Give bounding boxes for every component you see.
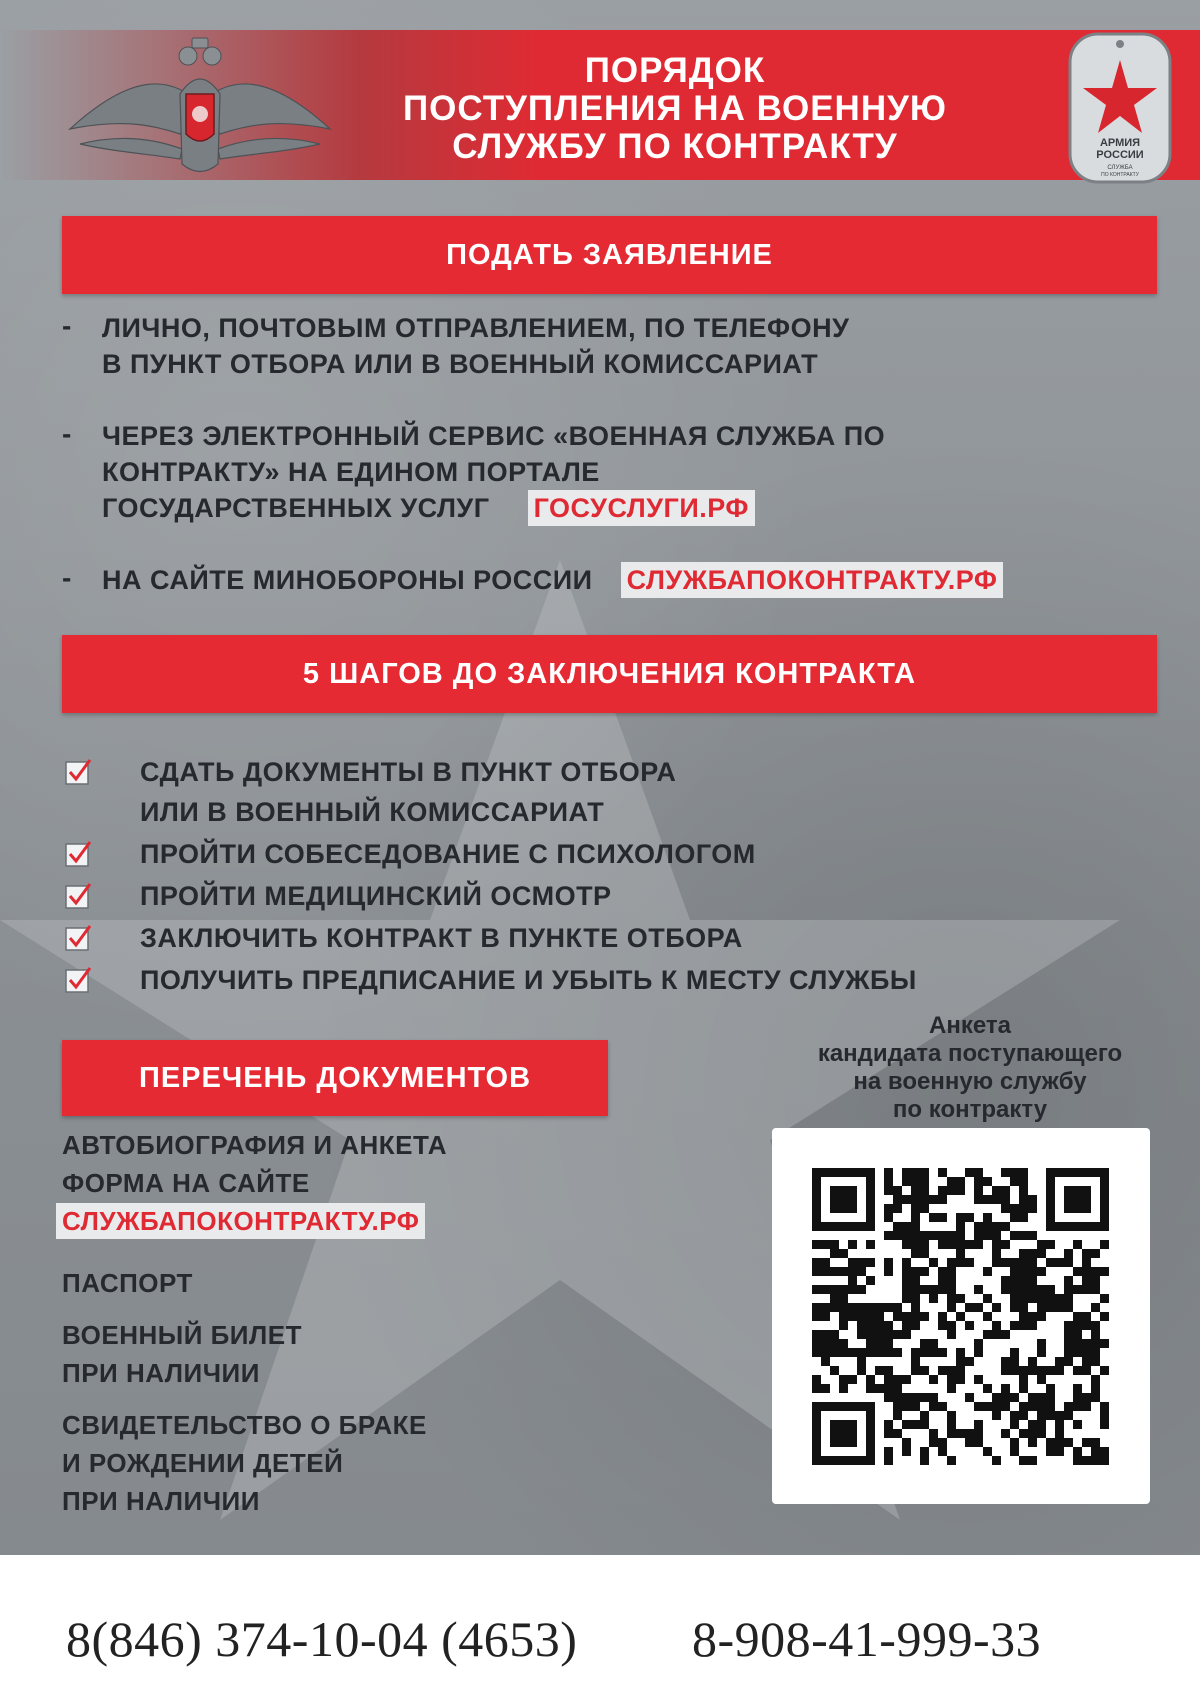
doc-4-line-3: ПРИ НАЛИЧИИ: [62, 1486, 260, 1516]
main-title-line-1: ПОРЯДОК: [584, 51, 766, 90]
badge-text-4: ПО КОНТРАКТУ: [1101, 172, 1139, 178]
step-4-text: ЗАКЛЮЧИТЬ КОНТРАКТ В ПУНКТЕ ОТБОРА: [140, 923, 743, 953]
doc-1-link-line: [62, 1202, 425, 1240]
qr-caption-line-4: по контракту: [892, 1096, 1048, 1123]
main-title: [330, 52, 1020, 166]
gosuslugi-link[interactable]: ГОСУСЛУГИ.РФ: [528, 490, 755, 526]
apply-item-2-text: ГОСУДАРСТВЕННЫХ УСЛУГ: [102, 493, 490, 523]
bullet-dash: -: [62, 418, 72, 449]
qr-caption-line-1: Анкета: [929, 1012, 1011, 1039]
sluzhba-link[interactable]: СЛУЖБАПОКОНТРАКТУ.РФ: [621, 562, 1004, 598]
apply-item-1-line-1: ЛИЧНО, ПОЧТОВЫМ ОТПРАВЛЕНИЕМ, ПО ТЕЛЕФОНУ: [102, 313, 850, 343]
sluzhba-docs-link[interactable]: СЛУЖБАПОКОНТРАКТУ.РФ: [56, 1203, 425, 1239]
main-title-line-2: ПОСТУПЛЕНИЯ НА ВОЕННУЮ: [403, 89, 947, 128]
apply-item-1-line-2: В ПУНКТ ОТБОРА ИЛИ В ВОЕННЫЙ КОМИССАРИАТ: [102, 349, 819, 379]
doc-1-line-2: ФОРМА НА САЙТЕ: [62, 1168, 310, 1198]
apply-item-2-line-2: КОНТРАКТУ» НА ЕДИНОМ ПОРТАЛЕ: [102, 457, 600, 487]
phone-number-2[interactable]: 8-908-41-999-33: [692, 1611, 1042, 1667]
army-of-russia-badge-icon: [1066, 30, 1174, 186]
doc-4-line-1: СВИДЕТЕЛЬСТВО О БРАКЕ: [62, 1410, 427, 1440]
apply-heading: ПОДАТЬ ЗАЯВЛЕНИЕ: [62, 216, 1157, 294]
apply-item-2-line-3: [102, 490, 755, 526]
apply-item-3-text: НА САЙТЕ МИНОБОРОНЫ РОССИИ: [102, 565, 593, 595]
bullet-dash: -: [62, 562, 72, 593]
badge-text-1: АРМИЯ: [1099, 137, 1141, 149]
double-headed-eagle-emblem-icon: [60, 34, 340, 184]
badge-text-2: РОССИИ: [1096, 149, 1144, 161]
checkbox-checked-icon: [64, 758, 92, 786]
doc-1-line-1: АВТОБИОГРАФИЯ И АНКЕТА: [62, 1130, 448, 1160]
step-3-text: ПРОЙТИ МЕДИЦИНСКИЙ ОСМОТР: [140, 881, 612, 911]
apply-item-2-line-1: ЧЕРЕЗ ЭЛЕКТРОННЫЙ СЕРВИС «ВОЕННАЯ СЛУЖБА ПО: [102, 421, 886, 451]
qr-code-icon[interactable]: [772, 1128, 1150, 1504]
qr-caption-line-2: кандидата поступающего: [817, 1040, 1123, 1067]
documents-heading: ПЕРЕЧЕНЬ ДОКУМЕНТОВ: [62, 1040, 608, 1116]
steps-heading: 5 ШАГОВ ДО ЗАКЛЮЧЕНИЯ КОНТРАКТА: [62, 635, 1157, 713]
step-1-line-1: СДАТЬ ДОКУМЕНТЫ В ПУНКТ ОТБОРА: [140, 757, 677, 787]
badge-text-3: СЛУЖБА: [1107, 165, 1133, 171]
doc-3-line-1: ВОЕННЫЙ БИЛЕТ: [62, 1320, 302, 1350]
step-5-text: ПОЛУЧИТЬ ПРЕДПИСАНИЕ И УБЫТЬ К МЕСТУ СЛУЖБЫ: [140, 965, 917, 995]
qr-caption-line-3: на военную службу: [853, 1068, 1087, 1095]
bullet-dash: -: [62, 310, 72, 341]
phone-number-1[interactable]: 8(846) 374-10-04 (4653): [66, 1611, 578, 1667]
checkbox-checked-icon: [64, 882, 92, 910]
step-1-line-2: ИЛИ В ВОЕННЫЙ КОМИССАРИАТ: [140, 797, 605, 827]
checkbox-checked-icon: [64, 924, 92, 952]
step-2-text: ПРОЙТИ СОБЕСЕДОВАНИЕ С ПСИХОЛОГОМ: [140, 839, 756, 869]
doc-2-text: ПАСПОРТ: [62, 1268, 193, 1298]
doc-3-line-2: ПРИ НАЛИЧИИ: [62, 1358, 260, 1388]
apply-item-3-line: [102, 562, 1003, 598]
checkbox-checked-icon: [64, 966, 92, 994]
qr-code-panel[interactable]: [772, 1128, 1150, 1504]
doc-4-line-2: И РОЖДЕНИИ ДЕТЕЙ: [62, 1448, 344, 1478]
qr-caption: [770, 1012, 1170, 1124]
checkbox-checked-icon: [64, 840, 92, 868]
main-title-line-3: СЛУЖБУ ПО КОНТРАКТУ: [452, 127, 898, 166]
